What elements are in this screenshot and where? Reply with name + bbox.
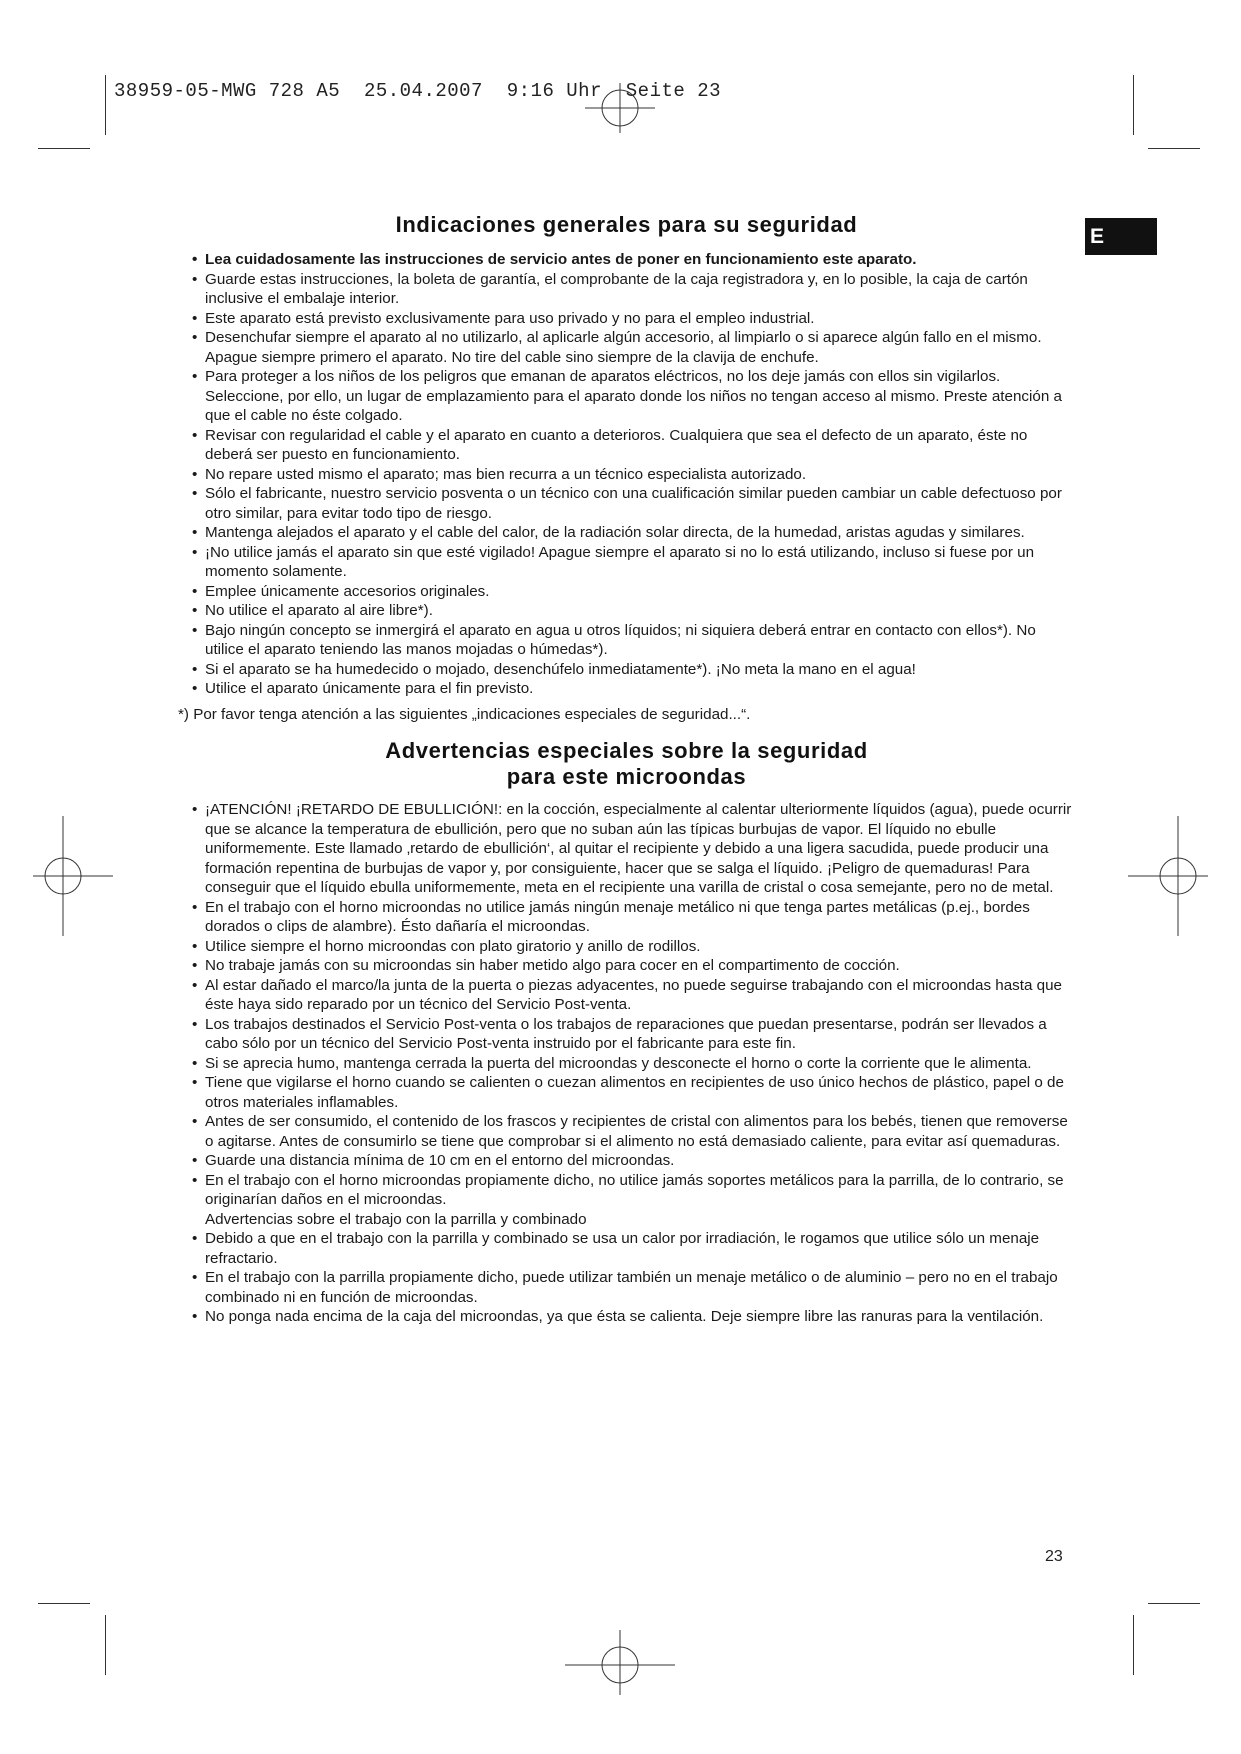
list-item: • Los trabajos destinados el Servicio Post-venta o los trabajos de reparaciones que puedan presentarse, podrán ser llevados a cabo sólo por un técnico del Servicio Post-venta instruido por el fabricante para este fin. [178,1015,1075,1054]
list-item: • Tiene que vigilarse el horno cuando se calienten o cuezan alimentos en recipientes de uso único hechos de plástico, papel o de otros materiales inflamables. [178,1073,1075,1112]
list-item: • Emplee únicamente accesorios originales. [178,582,1075,602]
list-item: • No repare usted mismo el aparato; mas bien recurra a un técnico especialista autorizado. [178,465,1075,485]
list-item: • Bajo ningún concepto se inmergirá el aparato en agua u otros líquidos; ni siquiera deberá entrar en contacto con ellos*). No utilice el aparato teniendo las manos mojadas o húmedas*). [178,621,1075,660]
registration-mark-bottom [560,1605,680,1725]
list-item: • No utilice el aparato al aire libre*). [178,601,1075,621]
list-item: • No ponga nada encima de la caja del microondas, ya que ésta se calienta. Deje siempre libre las ranuras para la ventilación. [178,1307,1075,1327]
crop-mark-bottom-left-horizontal [38,1603,90,1604]
crop-mark-bottom-right-horizontal [1148,1603,1200,1604]
microwave-safety-list [178,800,1075,1327]
list-item: • En el trabajo con la parrilla propiamente dicho, puede utilizar también un menaje metálico o de aluminio – pero no en el trabajo combinado ni en función de microondas. [178,1268,1075,1307]
crop-mark-top-left-vertical [105,75,106,135]
registration-mark-right [1118,816,1238,936]
crop-mark-top-left-horizontal [38,148,90,149]
section-general-safety-title: Indicaciones generales para su seguridad [395,212,858,237]
page-number: 23 [1045,1548,1063,1565]
list-item: • En el trabajo con el horno microondas propiamente dicho, no utilice jamás soportes metálicos para la parrilla, de lo contrario, se originarían daños en el microondas. [178,1171,1075,1210]
list-item: • Utilice siempre el horno microondas con plato giratorio y anillo de rodillos. [178,937,1075,957]
crop-mark-bottom-right-vertical [1133,1615,1134,1675]
list-item: • Desenchufar siempre el aparato al no utilizarlo, al aplicarle algún accesorio, al limpiarlo o si aparece algún fallo en el mismo. Apague siempre primero el aparato. No tire del cable sino siempre de la clavija de enchufe. [178,328,1075,367]
general-safety-list [178,250,1075,699]
crop-mark-top-right-vertical [1133,75,1134,135]
list-item: • ¡ATENCIÓN! ¡RETARDO DE EBULLICIÓN!: en la cocción, especialmente al calentar ulteriormente líquidos (agua), puede ocurrir que se alcance la temperatura de ebullición, pero que no suban aún las típicas burbujas de vapor. El líquido no ebulle uniformemente. Este llamado ‚retardo de ebullición‘, al quitar el recipiente y debido a una ligera sacudida, puede producir una formación repentina de burbujas de vapor y, por consiguiente, hacer que se salga el líquido. ¡Peligro de quemaduras! Para conseguir que el líquido ebulla uniformemente, meta en el recipiente una varilla de cristal o cosa semejante, pero no de metal. [178,800,1075,898]
list-item: • Guarde una distancia mínima de 10 cm en el entorno del microondas. [178,1151,1075,1171]
list-item: • Al estar dañado el marco/la junta de la puerta o piezas adyacentes, no puede seguirse trabajando con el microondas hasta que éste haya sido reparado por un técnico del Servicio Post-venta. [178,976,1075,1015]
list-item: • Para proteger a los niños de los peligros que emanan de aparatos eléctricos, no los deje jamás con ellos sin vigilarlos. Seleccione, por ello, un lugar de emplazamiento para el aparato donde los niños no tengan acceso al mismo. Preste atención a que el cable no éste colgado. [178,367,1075,426]
print-header: 38959-05-MWG 728 A5 25.04.2007 9:16 Uhr Seite 23 [114,80,721,102]
list-item: • Si se aprecia humo, mantenga cerrada la puerta del microondas y desconecte el horno o corte la corriente que le alimenta. [178,1054,1075,1074]
section-microwave-safety-title [178,738,1075,790]
list-item: • Utilice el aparato únicamente para el fin previsto. [178,679,1075,699]
list-item: • ¡No utilice jamás el aparato sin que esté vigilado! Apague siempre el aparato si no lo está utilizando, incluso si fuese por un momento solamente. [178,543,1075,582]
crop-mark-top-right-horizontal [1148,148,1200,149]
list-item: • Guarde estas instrucciones, la boleta de garantía, el comprobante de la caja registradora y, en lo posible, la caja de cartón inclusive el embalaje interior. [178,270,1075,309]
list-item: • Lea cuidadosamente las instrucciones de servicio antes de poner en funcionamiento este aparato. [178,250,1075,270]
list-item: • En el trabajo con el horno microondas no utilice jamás ningún menaje metálico ni que tenga partes metálicas (p.ej., bordes dorados o clips de alambre). Ésto dañaría el microondas. [178,898,1075,937]
crop-mark-bottom-left-vertical [105,1615,106,1675]
list-item: • Si el aparato se ha humedecido o mojado, desenchúfelo inmediatamente*). ¡No meta la mano en el agua! [178,660,1075,680]
language-tab: E [1085,218,1157,255]
list-item: • Sólo el fabricante, nuestro servicio posventa o un técnico con una cualificación similar pueden cambiar un cable defectuoso por otro similar, para evitar todo tipo de riesgo. [178,484,1075,523]
page-content [178,212,1075,1327]
list-item: • Debido a que en el trabajo con la parrilla y combinado se usa un calor por irradiación, le rogamos que utilice sólo un menaje refractario. [178,1229,1075,1268]
section-title-line-1: Advertencias especiales sobre la seguridad [385,738,868,763]
list-item: • Antes de ser consumido, el contenido de los frascos y recipientes de cristal con alimentos para los bebés, tienen que removerse o agitarse. Antes de consumirlo se tiene que comprobar si el alimento no está demasiado caliente, para evitar así quemaduras. [178,1112,1075,1151]
registration-mark-left [3,816,123,936]
list-item: • No trabaje jamás con su microondas sin haber metido algo para cocer en el compartimento de cocción. [178,956,1075,976]
footnote: *) Por favor tenga atención a las siguientes „indicaciones especiales de seguridad...“. [178,705,751,723]
registration-mark-top [560,48,680,168]
list-item: • Revisar con regularidad el cable y el aparato en cuanto a deterioros. Cualquiera que sea el defecto de un aparato, éste no deberá ser puesto en funcionamiento. [178,426,1075,465]
list-item: • Este aparato está previsto exclusivamente para uso privado y no para el empleo industrial. [178,309,1075,329]
section-title-line-2: para este microondas [506,764,747,789]
list-item: • Mantenga alejados el aparato y el cable del calor, de la radiación solar directa, de la humedad, aristas agudas y similares. [178,523,1075,543]
grill-subheading: Advertencias sobre el trabajo con la parrilla y combinado [205,1210,587,1228]
